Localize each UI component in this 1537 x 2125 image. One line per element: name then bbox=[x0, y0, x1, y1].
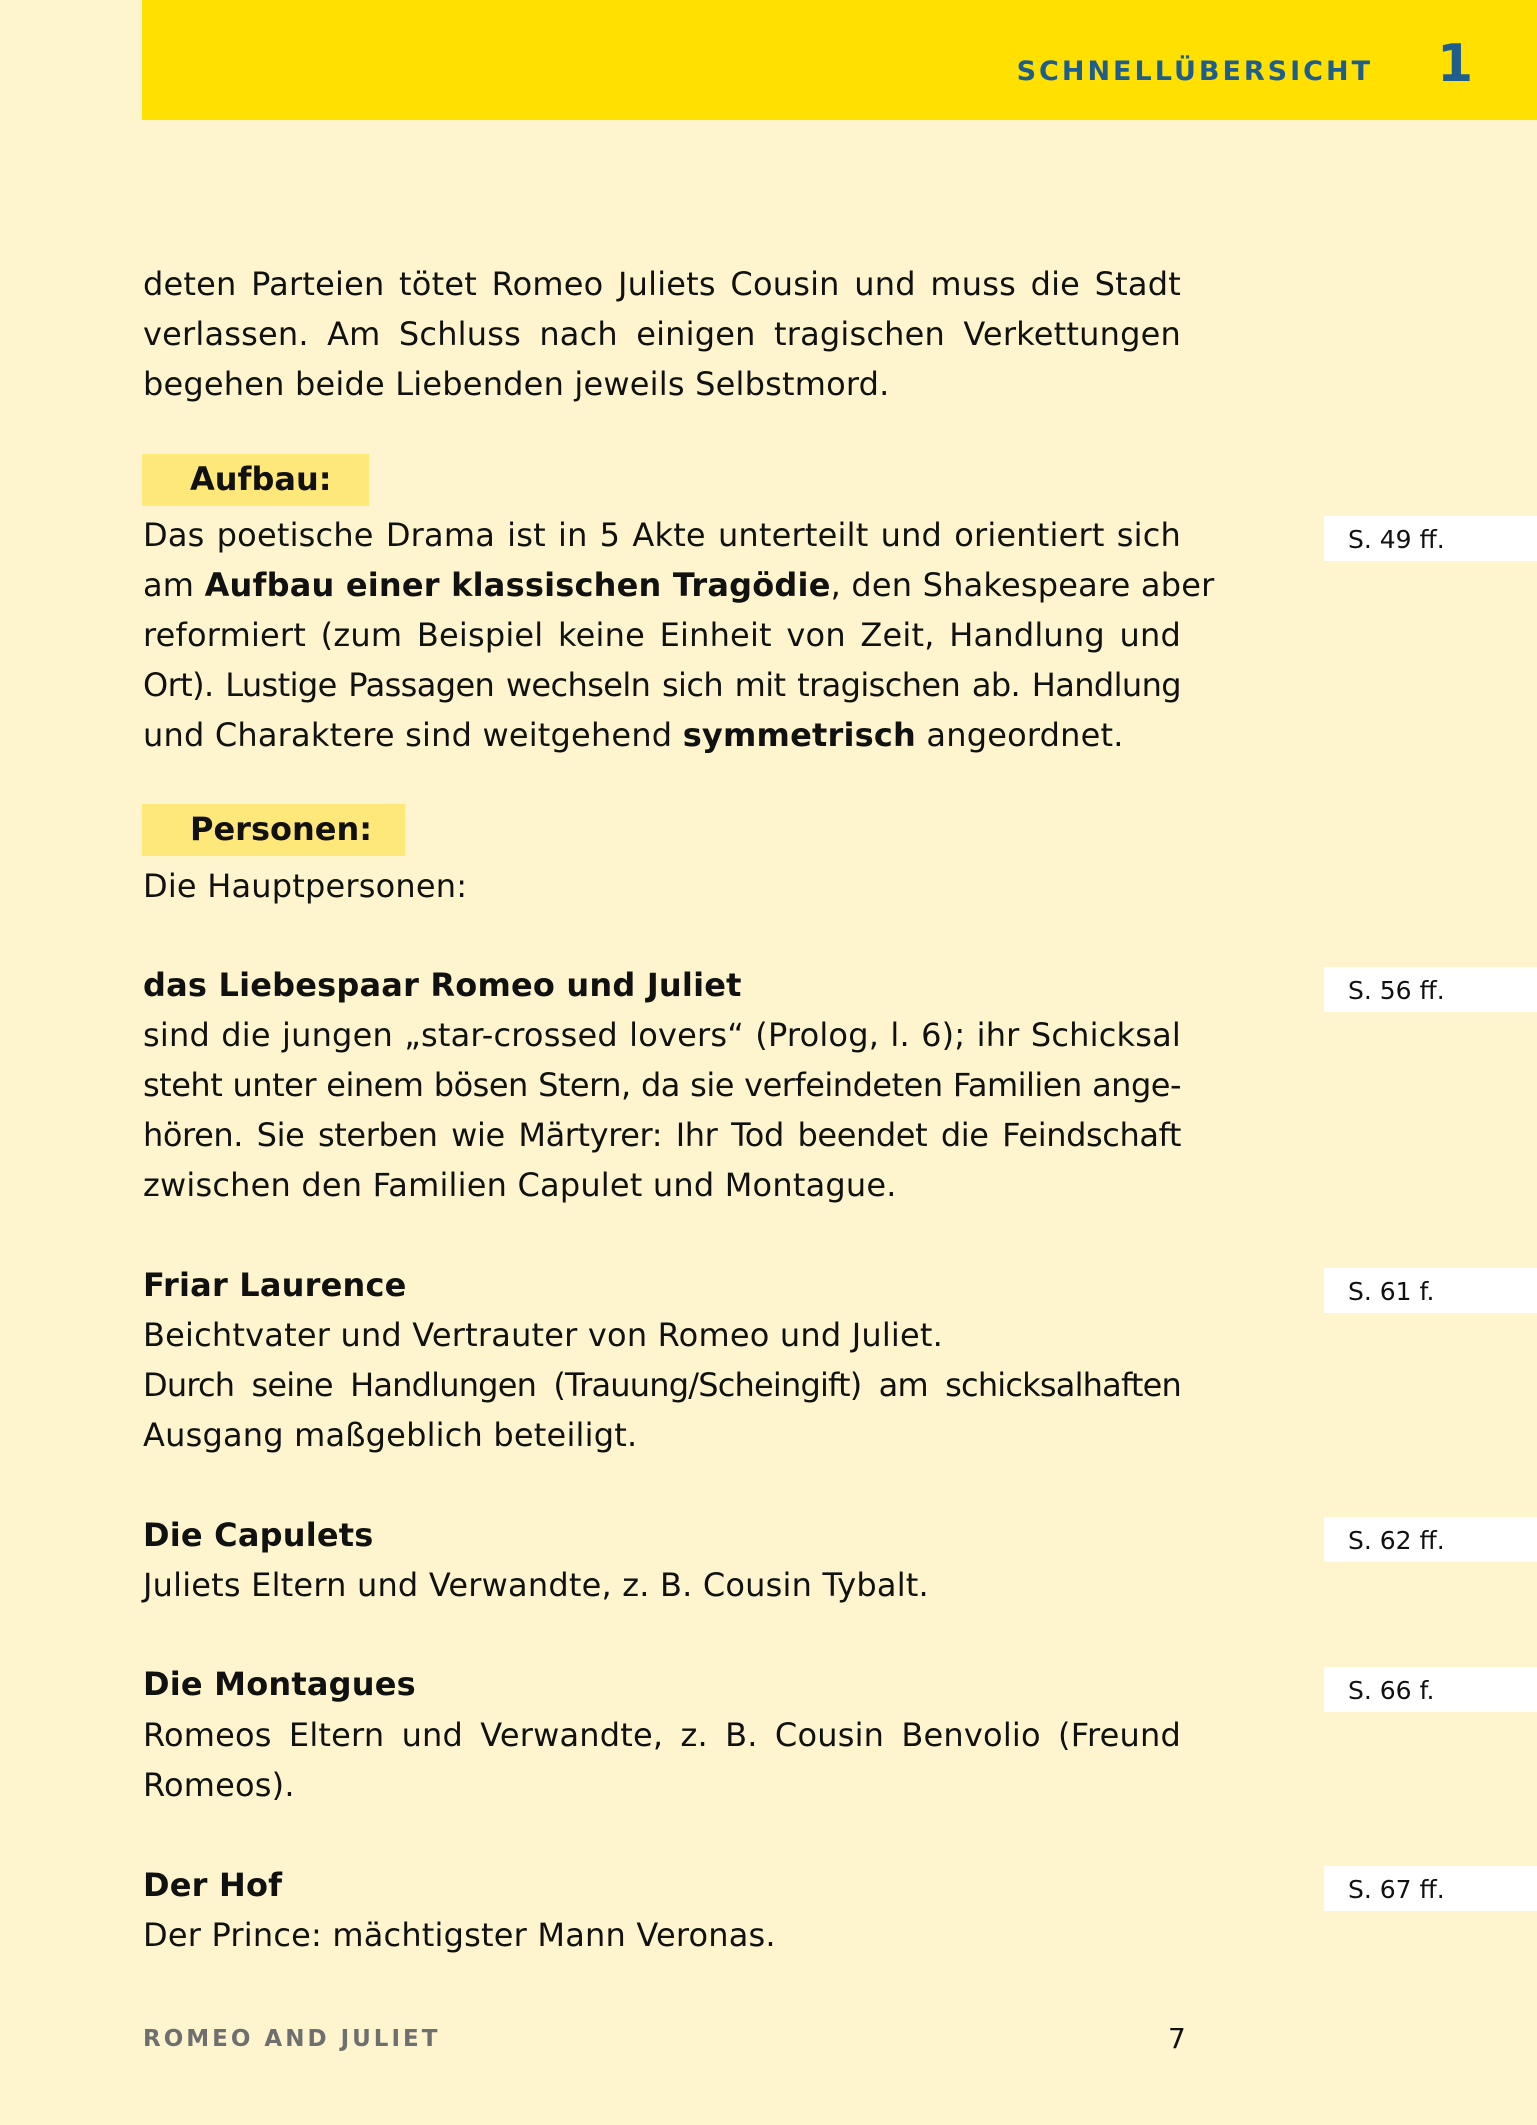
emphasis: symmetrisch bbox=[682, 716, 917, 754]
aufbau-line: Ort). Lustige Passagen wechseln sich mit tragischen ab. Handlung bbox=[143, 666, 1181, 704]
page-ref bbox=[1324, 1667, 1537, 1712]
aufbau-label bbox=[142, 454, 369, 506]
person-desc: steht unter einem bösen Stern, da sie verfeindeten Familien ange- bbox=[143, 1066, 1181, 1104]
aufbau-label-text: Aufbau: bbox=[190, 460, 332, 498]
page-ref-text: S. 49 ff. bbox=[1348, 525, 1445, 554]
person-name: Der Hof bbox=[143, 1866, 283, 1904]
page-ref-text: S. 56 ff. bbox=[1348, 976, 1445, 1005]
person-desc: Ausgang maßgeblich beteiligt. bbox=[143, 1416, 638, 1454]
intro-line: deten Parteien tötet Romeo Juliets Cousin und muss die Stadt bbox=[143, 265, 1181, 303]
person-name: Friar Laurence bbox=[143, 1266, 407, 1304]
intro-line: begehen beide Liebenden jeweils Selbstmord. bbox=[143, 365, 890, 403]
page-ref bbox=[1324, 967, 1537, 1012]
page-ref-aufbau bbox=[1324, 516, 1537, 561]
personen-label bbox=[142, 804, 405, 856]
page-ref bbox=[1324, 1866, 1537, 1911]
page-ref-text: S. 61 f. bbox=[1348, 1277, 1435, 1306]
aufbau-line: Das poetische Drama ist in 5 Akte unterteilt und orientiert sich bbox=[143, 516, 1181, 554]
aufbau-line: reformiert (zum Beispiel keine Einheit von Zeit, Handlung und bbox=[143, 616, 1181, 654]
chapter-number: 1 bbox=[1437, 34, 1474, 94]
section-title: SCHNELLÜBERSICHT bbox=[1016, 56, 1373, 87]
person-desc: Romeos Eltern und Verwandte, z. B. Cousin Benvolio (Freund bbox=[143, 1716, 1181, 1754]
page-ref bbox=[1324, 1517, 1537, 1562]
personen-intro: Die Hauptpersonen: bbox=[143, 867, 468, 905]
person-desc: Romeos). bbox=[143, 1766, 295, 1804]
page-ref bbox=[1324, 1268, 1537, 1313]
footer-book-title: ROMEO AND JULIET bbox=[143, 2026, 441, 2052]
person-desc: zwischen den Familien Capulet und Montague. bbox=[143, 1166, 897, 1204]
page-ref-text: S. 66 f. bbox=[1348, 1676, 1435, 1705]
person-desc: Beichtvater und Vertrauter von Romeo und Juliet. bbox=[143, 1316, 944, 1354]
person-desc: Der Prince: mächtigster Mann Veronas. bbox=[143, 1916, 776, 1954]
person-desc: Juliets Eltern und Verwandte, z. B. Cousin Tybalt. bbox=[143, 1566, 929, 1604]
person-desc: Durch seine Handlungen (Trauung/Scheingift) am schicksalhaften bbox=[143, 1366, 1181, 1404]
aufbau-line: am Aufbau einer klassischen Tragödie, den Shakespeare aber bbox=[143, 566, 1215, 604]
person-name: das Liebespaar Romeo und Juliet bbox=[143, 966, 742, 1004]
intro-line: verlassen. Am Schluss nach einigen tragischen Verkettungen bbox=[143, 315, 1181, 353]
person-name: Die Capulets bbox=[143, 1516, 374, 1554]
person-desc: hören. Sie sterben wie Märtyrer: Ihr Tod beendet die Feindschaft bbox=[143, 1116, 1181, 1154]
person-name: Die Montagues bbox=[143, 1665, 416, 1703]
personen-label-text: Personen: bbox=[190, 810, 373, 848]
page-ref-text: S. 62 ff. bbox=[1348, 1526, 1445, 1555]
page-ref-text: S. 67 ff. bbox=[1348, 1875, 1445, 1904]
page-number: 7 bbox=[1168, 2022, 1186, 2055]
emphasis: Aufbau einer klassischen Tragödie bbox=[204, 566, 831, 604]
person-desc: sind die jungen „star-crossed lovers“ (Prolog, l. 6); ihr Schicksal bbox=[143, 1016, 1181, 1054]
aufbau-line: und Charaktere sind weitgehend symmetrisch angeordnet. bbox=[143, 716, 1124, 754]
